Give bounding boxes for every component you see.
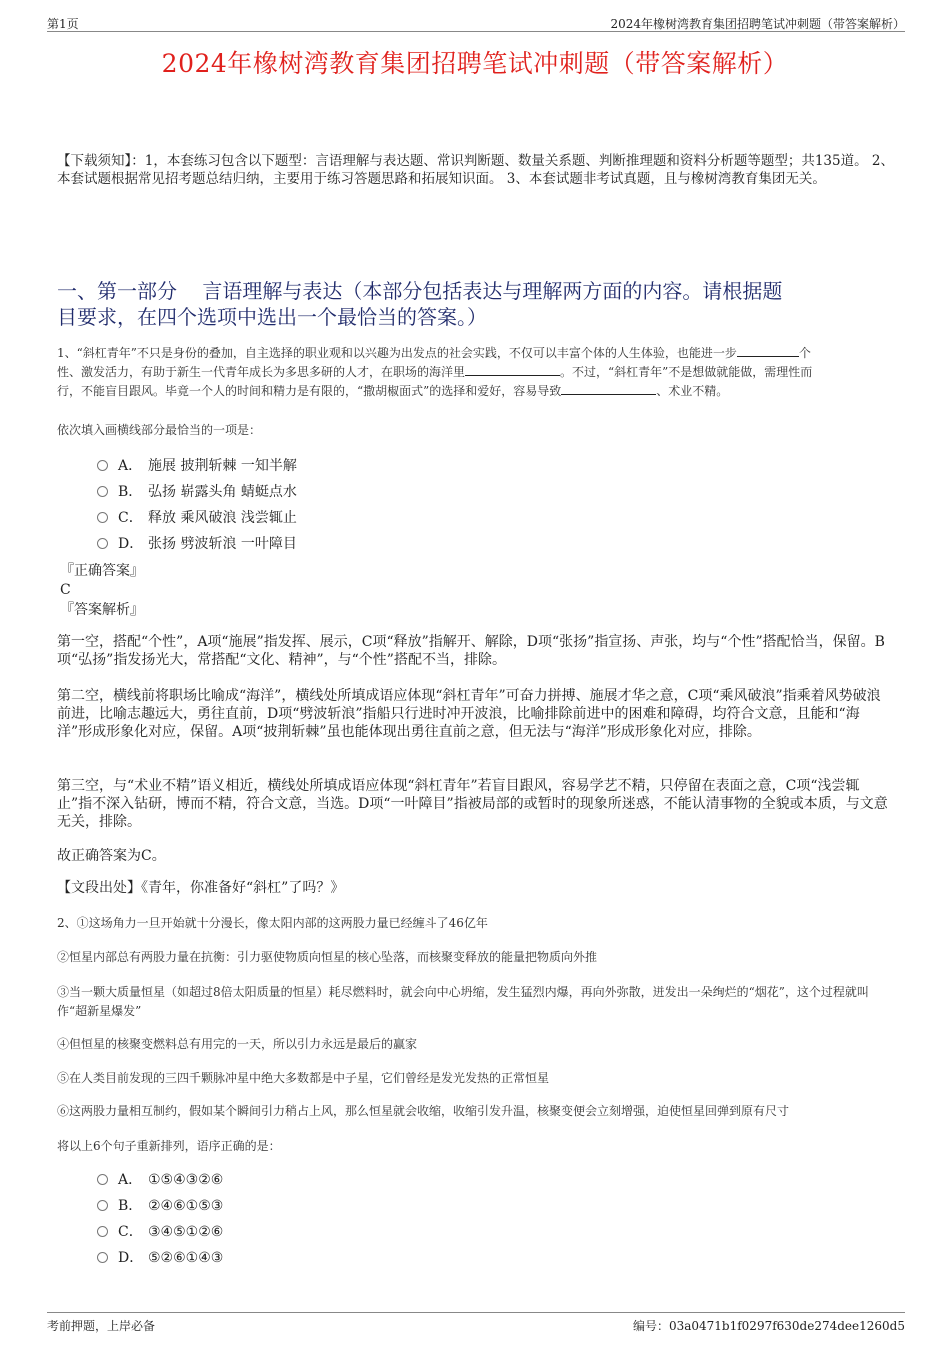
page-number: 第1页 — [47, 17, 79, 31]
stem-text: 个 — [798, 346, 811, 360]
analysis-paragraph: 第二空，横线前将职场比喻成“海洋”，横线处所填成语应体现“斜杠青年”可奋力拼搏、施展才华之意，C项“乘风破浪”指乘着风势破浪前进，比喻志趣远大，勇往直前，D项“劈波斩浪”指船只行进时冲开波浪，比喻排除前进中的困难和障碍，均符合文意，且能和“海洋”形成形象化对应，保留。A项“披荆斩棘”虽也能体现出勇往直前之意，但无法与“海洋”形成形象化对应，排除。 — [57, 688, 881, 740]
header-doc-title: 2024年橡树湾教育集团招聘笔试冲刺题（带答案解析） — [610, 17, 905, 31]
analysis-paragraph: 第三空，与“术业不精”语义相近，横线处所填成语应体现“斜杠青年”若盲目跟风，容易学艺不精，只停留在表面之意，C项“浅尝辄止”指不深入钻研，博而不精，符合文意，当选。D项“一叶障目”指被局部的或暂时的现象所迷惑，不能认清事物的全貌或本质，与文意无关，排除。 — [57, 778, 888, 830]
stem-text: 1、“斜杠青年”不只是身份的叠加，自主选择的职业观和以兴趣为出发点的社会实践，不仅可以丰富个体的人生体验，也能进一步 — [57, 346, 737, 360]
radio-icon[interactable] — [97, 1174, 108, 1185]
section-heading — [57, 278, 895, 330]
radio-icon[interactable] — [97, 1226, 108, 1237]
stem-text: 。不过，“斜杠青年”不是想做就能做，需理性而 — [560, 365, 813, 379]
option-text: ⑤②⑥①④③ — [148, 1250, 224, 1266]
option-a[interactable] — [97, 456, 297, 476]
option-a[interactable] — [97, 1170, 223, 1190]
question-2-sentence: ④但恒星的核聚变燃料总有用完的一天，所以引力永远是最后的赢家 — [57, 1037, 418, 1051]
text-source: 【文段出处】《青年，你准备好“斜杠”了吗？》 — [57, 880, 345, 896]
radio-icon[interactable] — [97, 512, 108, 523]
option-key: D． — [118, 536, 144, 552]
footer-slogan: 考前押题，上岸必备 — [47, 1319, 156, 1333]
option-c[interactable] — [97, 508, 297, 528]
option-key: C． — [118, 510, 143, 526]
radio-icon[interactable] — [97, 1200, 108, 1211]
fill-blank — [737, 344, 799, 357]
answer-label: 『正确答案』 — [60, 563, 144, 579]
option-key: B． — [118, 1198, 143, 1214]
page-title: 2024年橡树湾教育集团招聘笔试冲刺题（带答案解析） — [161, 49, 789, 78]
option-key: C． — [118, 1224, 143, 1240]
page-header — [47, 13, 905, 32]
option-text: ①⑤④③②⑥ — [148, 1172, 224, 1188]
option-d[interactable] — [97, 534, 297, 554]
answer-value: C — [60, 582, 71, 598]
stem-text: 、术业不精。 — [656, 384, 729, 398]
document-code: 编号：03a0471b1f0297f630de274dee1260d5 — [632, 1319, 905, 1333]
option-text: 释放 乘风破浪 浅尝辄止 — [148, 510, 297, 526]
option-b[interactable] — [97, 482, 297, 502]
section-heading-line: 目要求，在四个选项中选出一个最恰当的答案。） — [57, 305, 487, 329]
question-2-sentence: ③当一颗大质量恒星（如超过8倍太阳质量的恒星）耗尽燃料时，就会向中心坍缩，发生猛烈内爆，再向外弥散，迸发出一朵绚烂的“烟花”，这个过程就叫作“超新星爆发” — [57, 985, 869, 1018]
page-footer — [47, 1312, 905, 1333]
radio-icon[interactable] — [97, 538, 108, 549]
option-text: 张扬 劈波斩浪 一叶障目 — [148, 536, 297, 552]
option-d[interactable] — [97, 1248, 223, 1268]
question-2-sentence: ⑤在人类目前发现的三四千颗脉冲星中绝大多数都是中子星，它们曾经是发光发热的正常恒星 — [57, 1071, 550, 1085]
section-heading-line: 一、第一部分 言语理解与表达（本部分包括表达与理解两方面的内容。请根据题 — [57, 279, 783, 303]
question-2-sentence: 2、①这场角力一旦开始就十分漫长，像太阳内部的这两股力量已经缠斗了46亿年 — [57, 916, 488, 930]
option-text: 施展 披荆斩棘 一知半解 — [148, 458, 297, 474]
fill-blank — [561, 382, 656, 395]
stem-text: 行，不能盲目跟风。毕竟一个人的时间和精力是有限的，“撒胡椒面式”的选择和爱好，容易导致 — [57, 384, 562, 398]
question-1-stem — [57, 344, 895, 401]
question-1-prompt: 依次填入画横线部分最恰当的一项是： — [57, 423, 262, 437]
download-notice: 【下载须知】：1，本套练习包含以下题型：言语理解与表达题、常识判断题、数量关系题、判断推理题和资料分析题等题型；共135道。 2、本套试题根据常见招考题总结归纳，主要用于练习答题思路和拓展知识面。 3、本套试题非考试真题，且与橡树湾教育集团无关。 — [57, 153, 894, 187]
option-text: ②④⑥①⑤③ — [148, 1198, 224, 1214]
option-b[interactable] — [97, 1196, 223, 1216]
analysis-label: 『答案解析』 — [60, 602, 144, 618]
radio-icon[interactable] — [97, 460, 108, 471]
radio-icon[interactable] — [97, 486, 108, 497]
option-c[interactable] — [97, 1222, 223, 1242]
option-key: B． — [118, 484, 143, 500]
analysis-conclusion: 故正确答案为C。 — [57, 848, 166, 864]
option-text: 弘扬 崭露头角 蜻蜓点水 — [148, 484, 297, 500]
radio-icon[interactable] — [97, 1252, 108, 1263]
option-key: A． — [118, 1172, 143, 1188]
question-2-sentence: ②恒星内部总有两股力量在抗衡：引力驱使物质向恒星的核心坠落，而核聚变释放的能量把物质向外推 — [57, 950, 598, 964]
question-2-prompt: 将以上6个句子重新排列，语序正确的是： — [57, 1139, 281, 1153]
stem-text: 性、激发活力，有助于新生一代青年成长为多思多研的人才，在职场的海洋里 — [57, 365, 466, 379]
option-key: D． — [118, 1250, 144, 1266]
option-key: A． — [118, 458, 143, 474]
question-2-sentence: ⑥这两股力量相互制约，假如某个瞬间引力稍占上风，那么恒星就会收缩，收缩引发升温，核聚变便会立刻增强，迫使恒星回弹到原有尺寸 — [57, 1104, 790, 1118]
option-text: ③④⑤①②⑥ — [148, 1224, 224, 1240]
analysis-paragraph: 第一空，搭配“个性”，A项“施展”指发挥、展示，C项“释放”指解开、解除，D项“张扬”指宣扬、声张，均与“个性”搭配恰当，保留。B项“弘扬”指发扬光大，常搭配“文化、精神”，与“个性”搭配不当，排除。 — [57, 634, 885, 668]
fill-blank — [465, 363, 560, 376]
